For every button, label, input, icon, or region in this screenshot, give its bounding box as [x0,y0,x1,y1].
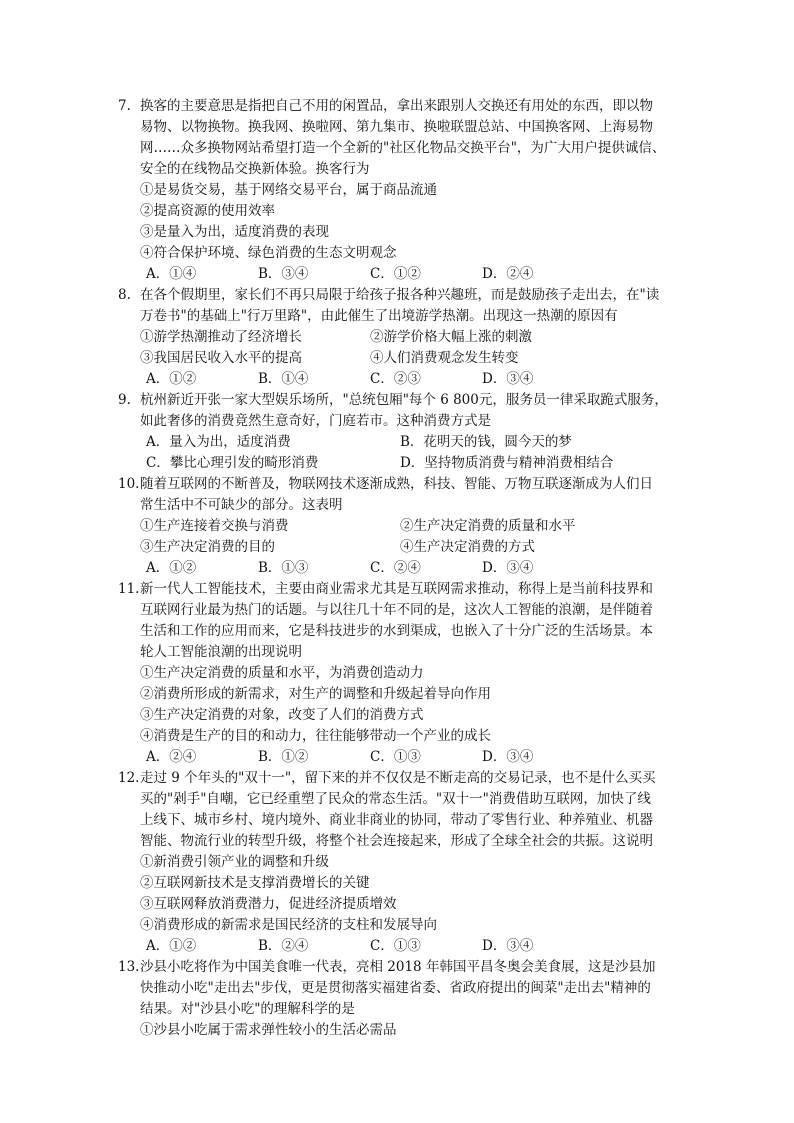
statement-item: ①游学热潮推动了经济增长 [140,329,302,345]
option-a[interactable]: A．①② [146,938,197,954]
question-text-line: 在各个假期里，家长们不再只局限于给孩子报各种兴趣班，而是鼓励孩子走出去，在"读 [140,287,660,303]
option-d[interactable]: D．坚持物质消费与精神消费相结合 [400,455,614,471]
question-number: 7. [118,98,131,114]
question-text-line: 万卷书"的基础上"行万里路"，由此催生了出境游学热潮。出现这一热潮的原因有 [140,308,618,324]
question-number: 9. [118,392,131,408]
option-d[interactable]: D．②④ [482,266,534,282]
statement-item: ③是量入为出，适度消费的表现 [140,224,329,240]
option-a[interactable]: A．①② [146,560,197,576]
question-number: 8. [118,287,131,303]
option-c[interactable]: C．②④ [370,560,421,576]
question-text-line: 杭州新近开张一家大型娱乐场所，"总统包厢"每个 6 800元，服务员一律采取跪式服务， [140,392,668,408]
question-text-line: 换客的主要意思是指把自己不用的闲置品，拿出来跟别人交换还有用处的东西，即以物 [140,98,653,114]
question-text-line: 新一代人工智能技术，主要由商业需求尤其是互联网需求推动，称得上是当前科技界和 [140,581,653,597]
question-text-line: 安全的在线物品交换新体验。换客行为 [140,161,370,177]
statement-item: ②生产决定消费的质量和水平 [400,518,576,534]
question-text-line: 互联网行业最为热门的话题。与以往几十年不同的是，这次人工智能的浪潮，是伴随着 [140,602,653,618]
statement-item: ④符合保护环境、绿色消费的生态文明观念 [140,245,397,261]
statement-item: ③生产决定消费的对象，改变了人们的消费方式 [140,707,424,723]
statement-item: ②提高资源的使用效率 [140,203,275,219]
option-b[interactable]: B．①② [258,749,309,765]
question-text-line: 生活和工作的应用而来，它是科技进步的水到渠成，也嵌入了十分广泛的生活场景。本 [140,623,653,639]
question-text-line: 如此奢侈的消费竟然生意奇好，门庭若市。这种消费方式是 [140,413,491,429]
question-text-line: 随着互联网的不断普及，物联网技术逐渐成熟，科技、智能、万物互联逐渐成为人们日 [140,476,653,492]
statement-item: ④消费是生产的目的和动力，往往能够带动一个产业的成长 [140,728,491,744]
question-text-line: 走过 9 个年头的"双十一"，留下来的并不仅仅是不断走高的交易记录，也不是什么买买 [140,770,656,786]
statement-item: ①沙县小吃属于需求弹性较小的生活必需品 [140,1022,397,1038]
option-b[interactable]: B．②④ [258,938,309,954]
question-number: 12. [118,770,140,786]
question-text-line: 上线下、城市乡村、境内境外、商业非商业的协同，带动了零售行业、种养殖业、机器 [140,812,653,828]
question-text-line: 快推动小吃"走出去"步伐，更是贯彻落实福建省委、省政府提出的闽菜"走出去"精神的 [140,980,651,996]
statement-item: ②游学价格大幅上涨的刺激 [370,329,532,345]
question-text-line: 沙县小吃将作为中国美食唯一代表，亮相 2018 年韩国平昌冬奥会美食展，这是沙县加 [140,959,656,975]
statement-item: ④消费形成的新需求是国民经济的支柱和发展导向 [140,917,437,933]
question-number: 13. [118,959,140,975]
statement-item: ①生产决定消费的质量和水平，为消费创造动力 [140,665,424,681]
option-c[interactable]: C．①③ [370,938,421,954]
question-text-line: 易物、以物换物。换我网、换啦网、第九集市、换啦联盟总站、中国换客网、上海易物 [140,119,653,135]
option-b[interactable]: B．花明天的钱，圆今天的梦 [400,434,572,450]
option-c[interactable]: C．攀比心理引发的畸形消费 [146,455,319,471]
option-c[interactable]: C．①③ [370,749,421,765]
option-d[interactable]: D．③④ [482,371,534,387]
option-a[interactable]: A．②④ [146,749,197,765]
statement-item: ②互联网新技术是支撑消费增长的关键 [140,875,370,891]
statement-item: ③互联网释放消费潜力，促进经济提质增效 [140,896,397,912]
question-number: 10. [118,476,140,492]
statement-item: ①生产连接着交换与消费 [140,518,289,534]
option-d[interactable]: D．③④ [482,560,534,576]
statement-item: ③我国居民收入水平的提高 [140,350,302,366]
question-text-line: 网……众多换物网站希望打造一个全新的"社区化物品交换平台"，为广大用户提供诚信、 [140,140,666,156]
option-a[interactable]: A．量入为出，适度消费 [146,434,291,450]
option-b[interactable]: B．①③ [258,560,309,576]
option-c[interactable]: C．①② [370,266,421,282]
question-text-line: 常生活中不可缺少的部分。这表明 [140,497,343,513]
option-b[interactable]: B．①④ [258,371,309,387]
question-number: 11. [118,581,140,597]
statement-item: ②消费所形成的新需求，对生产的调整和升级起着导向作用 [140,686,491,702]
option-d[interactable]: D．③④ [482,938,534,954]
question-text-line: 智能、物流行业的转型升级，将整个社会连接起来，形成了全球全社会的共振。这说明 [140,833,653,849]
question-text-line: 买的"剁手"自嘲，它已经重塑了民众的常态生活。"双十一"消费借助互联网，加快了线 [140,791,651,807]
question-text-line: 结果。对"沙县小吃"的理解科学的是 [140,1001,355,1017]
option-d[interactable]: D．③④ [482,749,534,765]
option-a[interactable]: A．①② [146,371,197,387]
option-a[interactable]: A．①④ [146,266,197,282]
option-c[interactable]: C．②③ [370,371,421,387]
statement-item: ④人们消费观念发生转变 [370,350,519,366]
statement-item: ①新消费引领产业的调整和升级 [140,854,329,870]
option-b[interactable]: B．③④ [258,266,309,282]
statement-item: ①是易货交易，基于网络交易平台，属于商品流通 [140,182,437,198]
question-text-line: 轮人工智能浪潮的出现说明 [140,644,302,660]
statement-item: ③生产决定消费的目的 [140,539,275,555]
statement-item: ④生产决定消费的方式 [400,539,535,555]
